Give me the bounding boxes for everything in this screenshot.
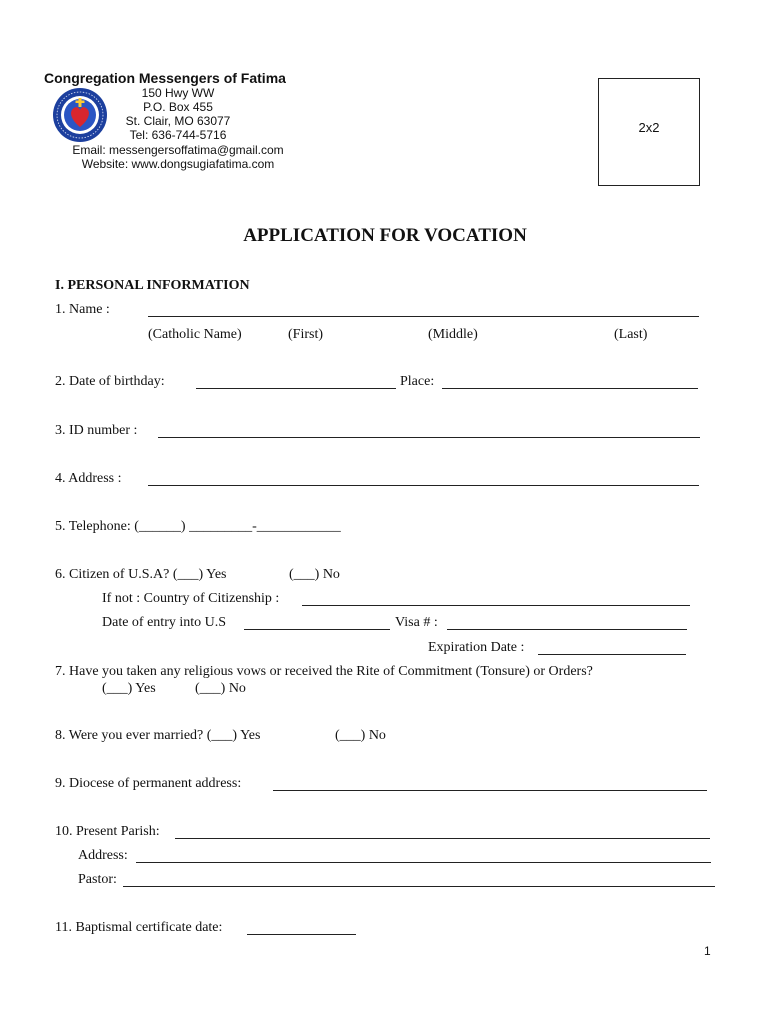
address-line1: 150 Hwy WW bbox=[141, 86, 215, 100]
photo-size-label: 2x2 bbox=[638, 120, 660, 135]
page-title: APPLICATION FOR VOCATION bbox=[243, 225, 527, 246]
married-no-option[interactable]: (___) No bbox=[335, 728, 386, 743]
birthday-label: 2. Date of birthday: bbox=[55, 374, 165, 389]
name-field[interactable] bbox=[148, 316, 699, 317]
visa-field[interactable] bbox=[447, 629, 687, 630]
vows-no-option[interactable]: (___) No bbox=[195, 681, 246, 696]
baptismal-date-field[interactable] bbox=[247, 934, 356, 935]
website-line: Website: www.dongsugiafatima.com bbox=[81, 157, 275, 171]
name-label: 1. Name : bbox=[55, 302, 110, 317]
telephone-label[interactable]: 5. Telephone: (______) _________-____________ bbox=[55, 519, 341, 534]
email-line: Email: messengersoffatima@gmail.com bbox=[72, 143, 284, 157]
expiration-field[interactable] bbox=[538, 654, 686, 655]
name-part-middle: (Middle) bbox=[428, 327, 478, 342]
diocese-field[interactable] bbox=[273, 790, 707, 791]
place-label: Place: bbox=[400, 374, 435, 389]
name-part-catholic: (Catholic Name) bbox=[148, 327, 242, 342]
parish-address-field[interactable] bbox=[136, 862, 711, 863]
telephone-line: Tel: 636-744-5716 bbox=[129, 128, 227, 142]
entry-date-field[interactable] bbox=[244, 629, 390, 630]
country-field[interactable] bbox=[302, 605, 690, 606]
org-name: Congregation Messengers of Fatima bbox=[44, 70, 286, 86]
married-yes-option[interactable]: 8. Were you ever married? (___) Yes bbox=[55, 728, 261, 743]
citizen-no-option[interactable]: (___) No bbox=[289, 567, 340, 582]
baptismal-label: 11. Baptismal certificate date: bbox=[55, 920, 223, 935]
visa-label: Visa # : bbox=[395, 615, 438, 630]
birthday-field[interactable] bbox=[196, 388, 396, 389]
vows-yes-option[interactable]: (___) Yes bbox=[102, 681, 156, 696]
name-part-first: (First) bbox=[288, 327, 323, 342]
citizen-yes-option[interactable]: 6. Citizen of U.S.A? (___) Yes bbox=[55, 567, 227, 582]
parish-address-label: Address: bbox=[78, 848, 128, 863]
place-field[interactable] bbox=[442, 388, 698, 389]
parish-label: 10. Present Parish: bbox=[55, 824, 160, 839]
country-label: If not : Country of Citizenship : bbox=[102, 591, 280, 606]
diocese-label: 9. Diocese of permanent address: bbox=[55, 776, 242, 791]
expiration-label: Expiration Date : bbox=[428, 640, 525, 655]
entry-date-label: Date of entry into U.S bbox=[102, 615, 227, 630]
address-field[interactable] bbox=[148, 485, 699, 486]
vows-question: 7. Have you taken any religious vows or received the Rite of Commitment (Tonsure) or Orders? bbox=[55, 664, 593, 679]
congregation-logo bbox=[52, 87, 108, 143]
address-line2: P.O. Box 455 bbox=[143, 100, 213, 114]
id-number-field[interactable] bbox=[158, 437, 700, 438]
page-number: 1 bbox=[704, 944, 711, 958]
name-part-last: (Last) bbox=[614, 327, 648, 342]
section-heading: I. PERSONAL INFORMATION bbox=[55, 278, 250, 293]
address-label: 4. Address : bbox=[55, 471, 122, 486]
id-number-label: 3. ID number : bbox=[55, 423, 138, 438]
pastor-field[interactable] bbox=[123, 886, 715, 887]
address-line3: St. Clair, MO 63077 bbox=[125, 114, 231, 128]
pastor-label: Pastor: bbox=[78, 872, 117, 887]
parish-field[interactable] bbox=[175, 838, 710, 839]
